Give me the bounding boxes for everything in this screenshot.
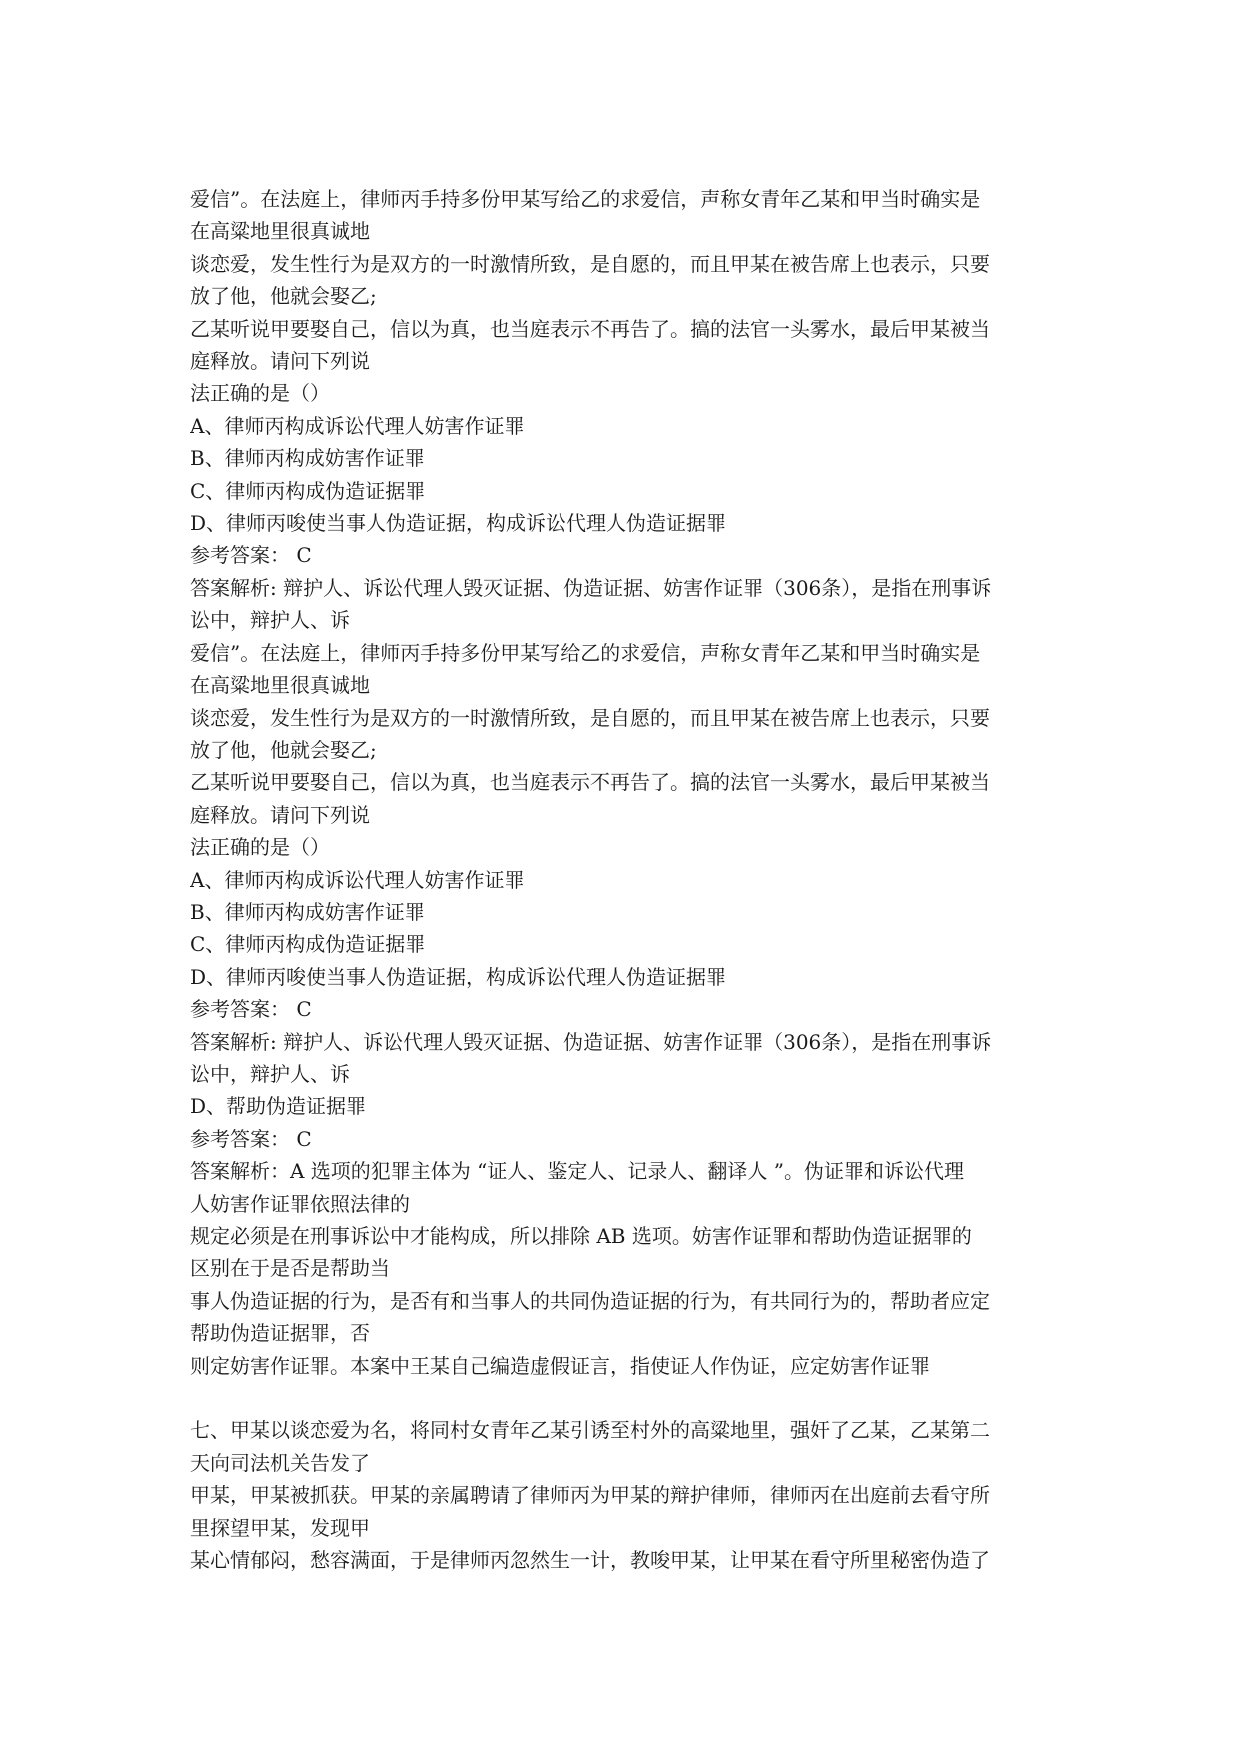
option-b: B、律师丙构成妨害作证罪 bbox=[190, 446, 425, 471]
text-line: 讼中，辩护人、诉 bbox=[190, 1061, 350, 1086]
text-line: 人妨害作证罪依照法律的 bbox=[190, 1191, 410, 1216]
answer-explanation: 答案解析：A 选项的犯罪主体为 “证人、鉴定人、记录人、翻译人 ”。伪证罪和诉讼代理 bbox=[190, 1159, 964, 1184]
text-line: 甲某，甲某被抓获。甲某的亲属聘请了律师丙为甲某的辩护律师，律师丙在出庭前去看守所 bbox=[190, 1483, 990, 1508]
option-d: D、律师丙唆使当事人伪造证据，构成诉讼代理人伪造证据罪 bbox=[190, 511, 727, 536]
text-line: 规定必须是在刑事诉讼中才能构成，所以排除 AB 选项。妨害作证罪和帮助伪造证据罪的 bbox=[190, 1224, 972, 1248]
option-a: A、律师丙构成诉讼代理人妨害作证罪 bbox=[190, 867, 525, 892]
text-line: 庭释放。请问下列说 bbox=[190, 349, 370, 374]
blank-line bbox=[190, 1382, 1060, 1414]
text-line: 在高粱地里很真诚地 bbox=[190, 673, 370, 698]
option-b: B、律师丙构成妨害作证罪 bbox=[190, 899, 425, 924]
document-body bbox=[190, 183, 1060, 1576]
text-line: 谈恋爱，发生性行为是双方的一时激情所致，是自愿的，而且甲某在被告席上也表示，只要 bbox=[190, 705, 990, 730]
reference-answer: 参考答案： C bbox=[190, 1126, 312, 1151]
text-line: 乙某听说甲要娶自己，信以为真，也当庭表示不再告了。搞的法官一头雾水，最后甲某被当 bbox=[190, 316, 990, 341]
question-stem: 法正确的是（） bbox=[190, 835, 330, 860]
text-line: 放了他，他就会娶乙; bbox=[190, 737, 377, 762]
question-stem: 法正确的是（） bbox=[190, 381, 330, 406]
option-c: C、律师丙构成伪造证据罪 bbox=[190, 478, 426, 503]
text-line: 庭释放。请问下列说 bbox=[190, 802, 370, 827]
option-d: D、帮助伪造证据罪 bbox=[190, 1094, 367, 1119]
text-line: 某心情郁闷，愁容满面，于是律师丙忽然生一计，教唆甲某，让甲某在看守所里秘密伪造了 bbox=[190, 1548, 990, 1573]
text-line: 爱信”。在法庭上，律师丙手持多份甲某写给乙的求爱信，声称女青年乙某和甲当时确实是 bbox=[190, 640, 981, 665]
text-line: 在高粱地里很真诚地 bbox=[190, 219, 370, 244]
text-line: 帮助伪造证据罪，否 bbox=[190, 1321, 370, 1346]
text-line: 事人伪造证据的行为，是否有和当事人的共同伪造证据的行为，有共同行为的，帮助者应定 bbox=[190, 1288, 990, 1313]
text-line: 乙某听说甲要娶自己，信以为真，也当庭表示不再告了。搞的法官一头雾水，最后甲某被当 bbox=[190, 770, 990, 795]
text-line: 爱信”。在法庭上，律师丙手持多份甲某写给乙的求爱信，声称女青年乙某和甲当时确实是 bbox=[190, 187, 981, 211]
option-c: C、律师丙构成伪造证据罪 bbox=[190, 932, 426, 957]
text-line: 区别在于是否是帮助当 bbox=[190, 1256, 390, 1281]
text-line: 则定妨害作证罪。本案中王某自己编造虚假证言，指使证人作伪证，应定妨害作证罪 bbox=[190, 1353, 930, 1378]
text-line: 谈恋爱，发生性行为是双方的一时激情所致，是自愿的，而且甲某在被告席上也表示，只要 bbox=[190, 251, 990, 276]
reference-answer: 参考答案： C bbox=[190, 543, 312, 568]
question-heading: 七、甲某以谈恋爱为名，将同村女青年乙某引诱至村外的高粱地里，强奸了乙某，乙某第二 bbox=[190, 1418, 990, 1443]
option-a: A、律师丙构成诉讼代理人妨害作证罪 bbox=[190, 413, 525, 438]
reference-answer: 参考答案： C bbox=[190, 997, 312, 1022]
text-line: 讼中，辩护人、诉 bbox=[190, 608, 350, 633]
option-d: D、律师丙唆使当事人伪造证据，构成诉讼代理人伪造证据罪 bbox=[190, 964, 727, 989]
text-line: 里探望甲某，发现甲 bbox=[190, 1515, 370, 1540]
text-line: 放了他，他就会娶乙; bbox=[190, 284, 377, 309]
answer-explanation: 答案解析: 辩护人、诉讼代理人毁灭证据、伪造证据、妨害作证罪（306条），是指在刑事诉 bbox=[190, 1029, 992, 1054]
answer-explanation: 答案解析: 辩护人、诉讼代理人毁灭证据、伪造证据、妨害作证罪（306条），是指在刑事诉 bbox=[190, 575, 992, 600]
text-line: 天向司法机关告发了 bbox=[190, 1450, 370, 1475]
